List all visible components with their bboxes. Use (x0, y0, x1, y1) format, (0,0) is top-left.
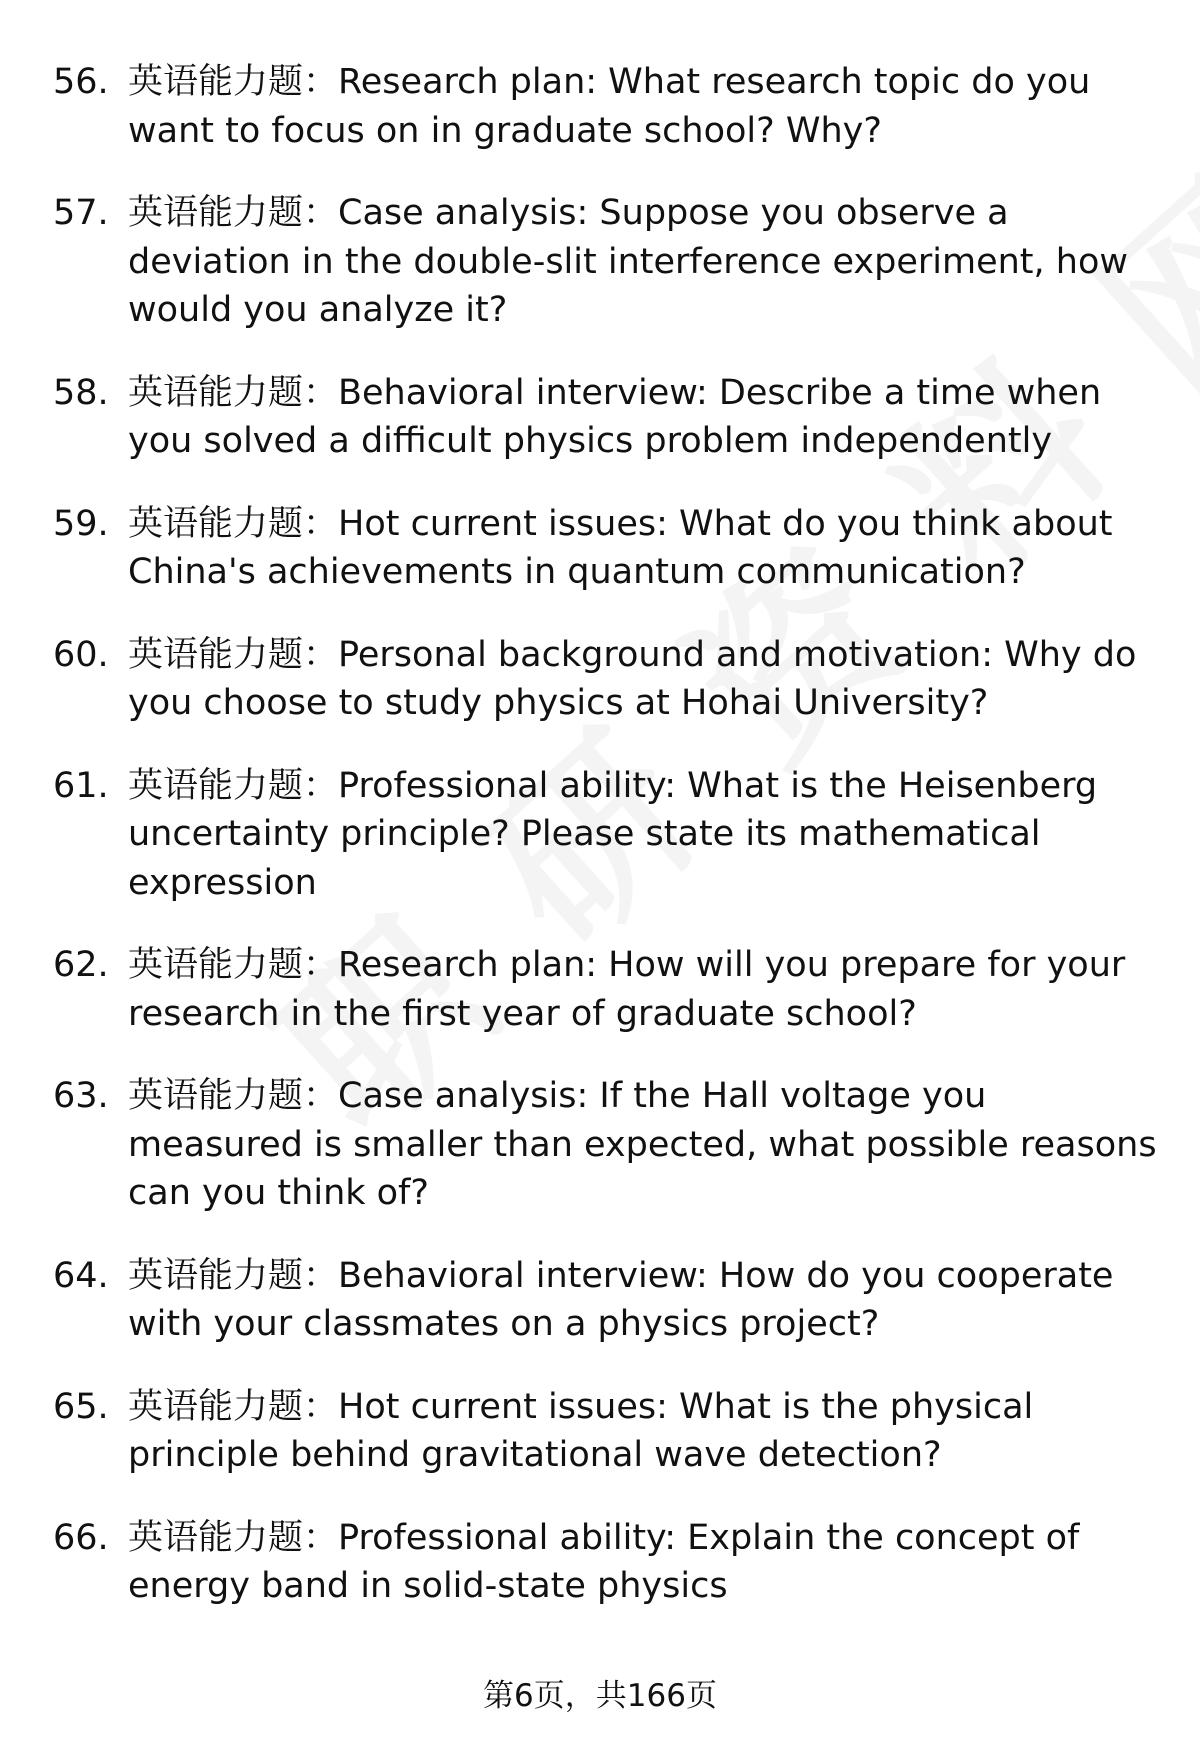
question-item-61 (0, 762, 1200, 908)
question-text: Behavioral interview: Describe a time when you solved a difficult physics problem independently (128, 372, 1102, 461)
page-number-label: 第6页，共166页 (483, 1678, 717, 1714)
question-category: 英语能力题： (128, 1386, 339, 1427)
question-category: 英语能力题： (128, 765, 339, 806)
question-number: 63. (53, 1076, 109, 1116)
question-category: 英语能力题： (128, 372, 339, 413)
question-number: 61. (53, 765, 109, 806)
question-item-57 (0, 189, 1200, 335)
question-text: Professional ability: What is the Heisenberg uncertainty principle? Please state its mathematical expression (128, 765, 1098, 903)
question-item-60 (0, 631, 1200, 728)
question-category: 英语能力题： (128, 503, 339, 544)
question-text: Professional ability: Explain the concept of energy band in solid-state physics (128, 1517, 1080, 1606)
question-item-64 (0, 1252, 1200, 1349)
question-text: Research plan: How will you prepare for your research in the first year of graduate school? (128, 945, 1126, 1034)
question-text: Research plan: What research topic do you want to focus on in graduate school? Why? (128, 62, 1091, 151)
question-item-56 (0, 58, 1200, 155)
question-text: Hot current issues: What is the physical principle behind gravitational wave detection? (128, 1386, 1034, 1475)
question-number: 65. (53, 1386, 109, 1427)
question-number: 66. (53, 1517, 109, 1558)
question-number: 62. (53, 945, 109, 985)
question-item-58 (0, 369, 1200, 466)
question-item-65 (0, 1383, 1200, 1480)
question-item-59 (0, 500, 1200, 597)
question-category: 英语能力题： (128, 1255, 339, 1296)
question-item-66 (0, 1514, 1200, 1611)
question-category: 英语能力题： (128, 634, 339, 675)
question-text: Case analysis: If the Hall voltage you measured is smaller than expected, what possible reasons can you think of? (128, 1076, 1157, 1213)
question-text: Personal background and motivation: Why do you choose to study physics at Hohai University? (128, 634, 1137, 723)
page-footer (0, 1676, 1200, 1716)
question-text: Behavioral interview: How do you cooperate with your classmates on a physics project? (128, 1255, 1114, 1344)
question-list (0, 58, 1200, 1645)
question-number: 60. (53, 634, 109, 675)
question-number: 57. (53, 193, 109, 233)
question-number: 58. (53, 372, 109, 413)
question-number: 56. (53, 62, 109, 102)
question-item-63 (0, 1072, 1200, 1218)
question-category: 英语能力题： (128, 945, 339, 985)
question-category: 英语能力题： (128, 1517, 339, 1558)
question-category: 英语能力题： (128, 193, 339, 233)
question-item-62 (0, 941, 1200, 1038)
question-number: 64. (53, 1255, 109, 1296)
question-category: 英语能力题： (128, 62, 339, 102)
question-number: 59. (53, 503, 109, 544)
question-category: 英语能力题： (128, 1076, 339, 1116)
question-text: Hot current issues: What do you think about China's achievements in quantum communication? (128, 503, 1113, 592)
question-text: Case analysis: Suppose you observe a deviation in the double-slit interference experiment, how would you analyze it? (128, 193, 1128, 330)
